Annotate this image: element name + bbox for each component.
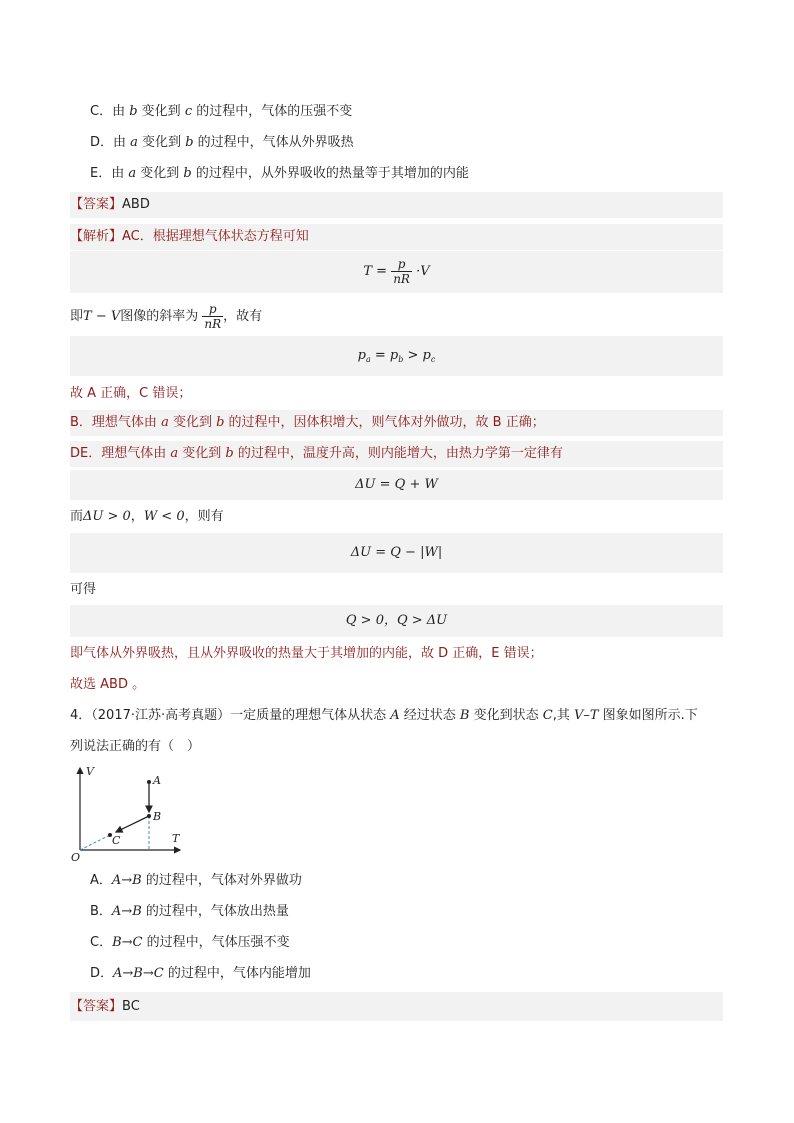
answer-2-value: BC xyxy=(122,999,140,1014)
conclusion-ac: 故 A 正确，C 错误； xyxy=(70,386,192,401)
answer-2-line xyxy=(70,992,723,1021)
b-analysis-line: B．理想气体由 a 变化到 b 的过程中，因体积增大，则气体对外做功，故 B 正确； xyxy=(70,410,723,436)
dashed-line-origin-c xyxy=(80,835,110,850)
question-4-line-1: 4．（2017·江苏·高考真题）一定质量的理想气体从状态 A 经过状态 B 变化到状态 C,其 V–T 图象如图所示.下 xyxy=(70,708,698,723)
equation-1: T = $\frac{p}{nR}$ ·V xyxy=(70,251,723,293)
option-e-prev: E．由 a 变化到 b 的过程中，从外界吸收的热量等于其增加的内能 xyxy=(90,166,469,181)
question-4-line-2: 列说法正确的有（ ） xyxy=(70,739,201,754)
analysis-label: 【解析】 xyxy=(70,229,123,244)
answer-label: 【答案】 xyxy=(70,197,123,212)
equation-4: ΔU = Q − |W| xyxy=(70,533,723,573)
condition-line: 而ΔU > 0，W < 0，则有 xyxy=(70,509,224,524)
point-b xyxy=(147,814,151,818)
q4-option-a: A．A→B 的过程中，气体对外界做功 xyxy=(90,873,302,888)
final-choice: 故选 ABD 。 xyxy=(70,677,146,692)
answer-line xyxy=(70,192,723,218)
analysis-intro: AC．根据理想气体状态方程可知 xyxy=(122,229,309,244)
answer-2-label: 【答案】 xyxy=(70,999,123,1014)
option-d-prev: D．由 a 变化到 b 的过程中，气体从外界吸热 xyxy=(90,135,354,150)
q4-option-d: D．A→B→C 的过程中，气体内能增加 xyxy=(90,966,311,981)
q4-option-c: C．B→C 的过程中，气体压强不变 xyxy=(90,935,290,950)
q4-option-b: B．A→B 的过程中，气体放出热量 xyxy=(90,904,289,919)
equation-3: ΔU = Q + W xyxy=(70,470,723,500)
conclusion-de: 即气体从外界吸热，且从外界吸收的热量大于其增加的内能，故 D 正确，E 错误； xyxy=(70,646,543,661)
t-axis-label: T xyxy=(172,832,180,845)
equation-2: $p_a = p_b > p_c$ xyxy=(70,336,723,376)
equation-5: Q > 0，Q > ΔU xyxy=(70,605,723,637)
obtain-line: 可得 xyxy=(70,582,97,597)
segment-b-c xyxy=(116,816,149,832)
option-c-prev: C．由 b 变化到 c 的过程中，气体的压强不变 xyxy=(90,104,353,119)
answer-value: ABD xyxy=(122,197,150,212)
origin-label: O xyxy=(71,851,81,864)
slope-line: 即T − V图像的斜率为 $\frac{p}{nR}$ ，故有 xyxy=(70,302,263,331)
de-analysis-line: DE．理想气体由 a 变化到 b 的过程中，温度升高，则内能增大，由热力学第一定律有 xyxy=(70,441,723,467)
v-axis-label: V xyxy=(86,765,94,778)
point-b-label: B xyxy=(153,810,162,823)
analysis-line xyxy=(70,224,723,250)
point-c-label: C xyxy=(112,834,121,847)
vt-diagram xyxy=(68,762,188,864)
point-a xyxy=(147,780,151,784)
point-a-label: A xyxy=(153,774,161,787)
